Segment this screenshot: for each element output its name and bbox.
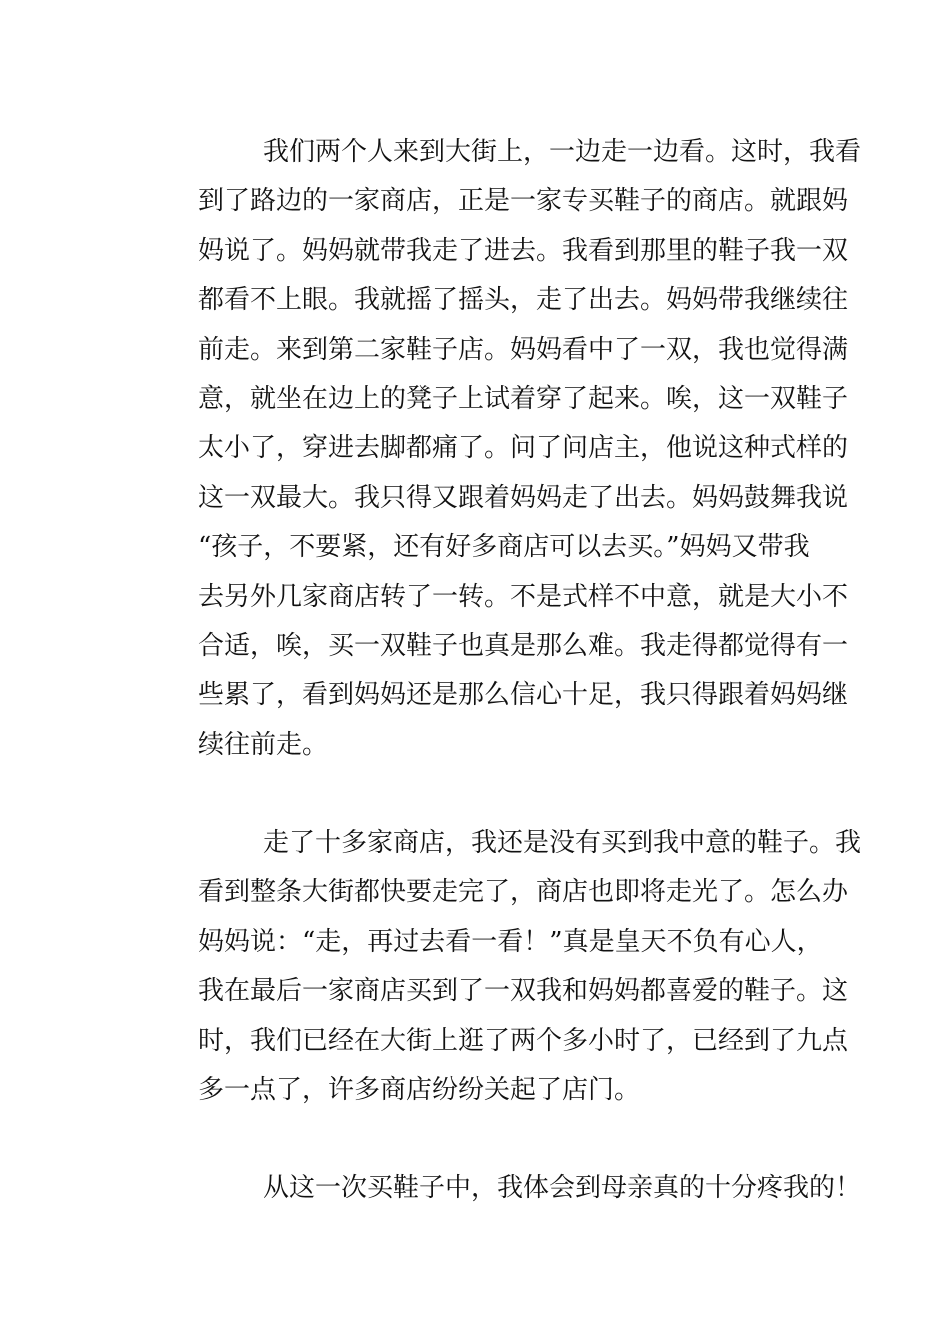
paragraph-line: 前走。来到第二家鞋子店。妈妈看中了一双，我也觉得满 bbox=[198, 334, 849, 365]
paragraph-line: 合适，唉，买一双鞋子也真是那么难。我走得都觉得有一 bbox=[198, 630, 849, 661]
paragraph-line: 妈说了。妈妈就带我走了进去。我看到那里的鞋子我一双 bbox=[198, 235, 849, 266]
paragraph-line: 时，我们已经在大街上逛了两个多小时了，已经到了九点 bbox=[198, 1025, 849, 1056]
paragraph-line: 看到整条大街都快要走完了，商店也即将走光了。怎么办 bbox=[198, 877, 849, 908]
paragraph-line: 从这一次买鞋子中，我体会到母亲真的十分疼我的！ bbox=[263, 1173, 862, 1204]
paragraph-line: 去另外几家商店转了一转。不是式样不中意，就是大小不 bbox=[198, 581, 849, 612]
paragraph-line: 走了十多家商店，我还是没有买到我中意的鞋子。我 bbox=[263, 828, 862, 859]
paragraph-line: 这一双最大。我只得又跟着妈妈走了出去。妈妈鼓舞我说 bbox=[198, 482, 849, 513]
document-body bbox=[146, 128, 862, 1214]
paragraph-line: 都看不上眼。我就摇了摇头，走了出去。妈妈带我继续往 bbox=[198, 285, 849, 316]
paragraph-line: 意，就坐在边上的凳子上试着穿了起来。唉，这一双鞋子 bbox=[198, 383, 849, 414]
paragraph-line: 妈妈说：“走，再过去看一看！”真是皇天不负有心人， bbox=[198, 926, 823, 957]
paragraph-line: 太小了，穿进去脚都痛了。问了问店主，他说这种式样的 bbox=[198, 433, 849, 464]
paragraph-line: 到了路边的一家商店，正是一家专买鞋子的商店。就跟妈 bbox=[198, 186, 849, 217]
paragraph-line: 多一点了，许多商店纷纷关起了店门。 bbox=[198, 1075, 641, 1106]
paragraph-line: 我在最后一家商店买到了一双我和妈妈都喜爱的鞋子。这 bbox=[198, 976, 849, 1007]
paragraph-line: 续往前走。 bbox=[198, 729, 329, 760]
paragraph-line: 我们两个人来到大街上，一边走一边看。这时，我看 bbox=[263, 137, 862, 167]
paragraph-1 bbox=[146, 128, 862, 770]
paragraph-3 bbox=[146, 1164, 862, 1213]
paragraph-line: 些累了，看到妈妈还是那么信心十足，我只得跟着妈妈继 bbox=[198, 680, 849, 711]
paragraph-2 bbox=[146, 819, 862, 1115]
paragraph-line: “孩子，不要紧，还有好多商店可以去买。”妈妈又带我 bbox=[198, 532, 810, 563]
